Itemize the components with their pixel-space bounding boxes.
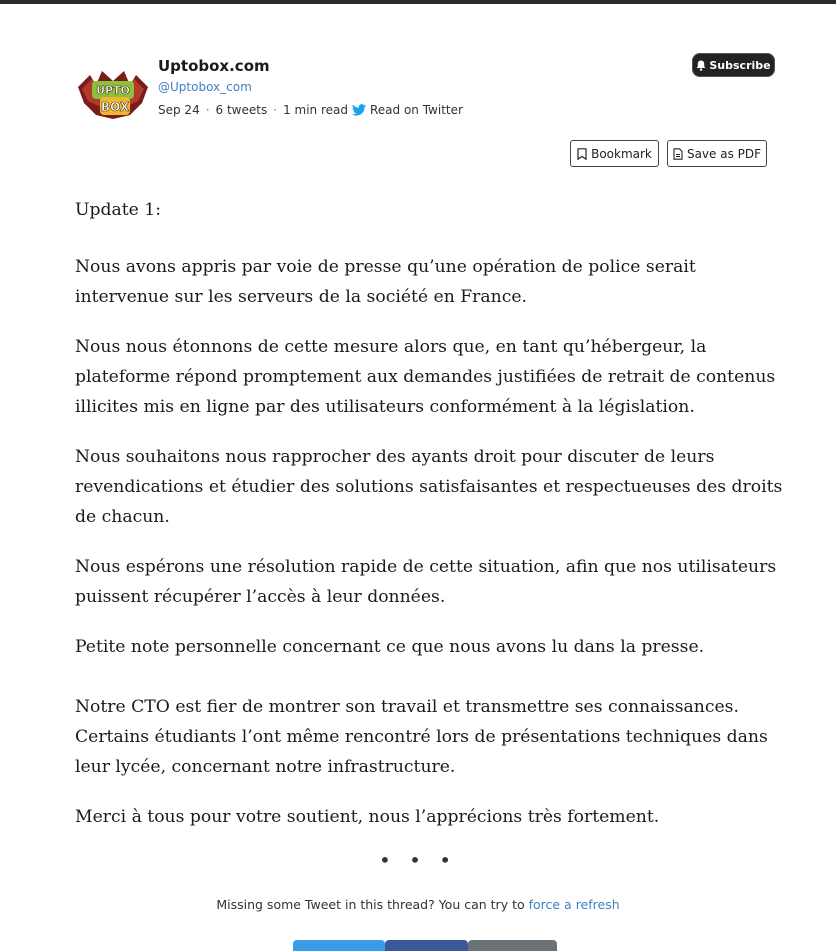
thread-end-ellipsis: • • • (378, 848, 458, 872)
twitter-bird-icon (352, 104, 366, 116)
share-facebook-button[interactable] (385, 940, 468, 951)
svg-text:BOX: BOX (100, 100, 130, 114)
subscribe-label: Subscribe (709, 58, 771, 72)
paragraph: Nous souhaitons nous rapprocher des ayants droit pour discuter de leurs revendications et étudier des solutions satisfaisantes et respectueuses des droits de chacun. (75, 447, 783, 527)
bookmark-icon (577, 148, 587, 160)
save-pdf-label: Save as PDF (686, 146, 762, 161)
update-heading: Update 1: (75, 200, 162, 220)
paragraph: Nous espérons une résolution rapide de cette situation, afin que nos utilisateurs puissent récupérer l’accès à leur données. (75, 557, 777, 607)
subscribe-button[interactable] (692, 53, 775, 77)
meta-separator: · (273, 103, 278, 117)
bookmark-button[interactable] (570, 140, 659, 167)
paragraph: Nous nous étonnons de cette mesure alors que, en tant qu’hébergeur, la plateforme répond promptement aux demandes justifiées de retrait de contenus illicites mis en ligne par des utilisateurs conformément à la législation. (75, 337, 776, 417)
paragraph: Merci à tous pour votre soutient, nous l’apprécions très fortement. (75, 807, 660, 827)
save-pdf-button[interactable] (667, 140, 767, 167)
paragraph: Notre CTO est fier de montrer son travail et transmettre ses connaissances. Certains étudiants l’ont même rencontré lors de présentations techniques dans leur lycée, concernant notre infrastructure. (75, 697, 768, 777)
pdf-file-icon (673, 148, 683, 160)
thread-meta (158, 103, 463, 117)
bookmark-label: Bookmark (591, 146, 652, 161)
thread-date: Sep 24 (158, 103, 200, 117)
meta-separator: · (205, 103, 210, 117)
share-buttons-bar (293, 940, 557, 951)
top-bar (0, 0, 836, 4)
force-refresh-link[interactable]: force a refresh (528, 897, 620, 912)
avatar[interactable] (76, 67, 150, 121)
author-name[interactable]: Uptobox.com (158, 57, 270, 75)
tweet-count: 6 tweets (215, 103, 268, 117)
svg-text:UPTO: UPTO (96, 84, 130, 97)
share-twitter-button[interactable] (293, 940, 385, 951)
share-other-button[interactable] (468, 940, 557, 951)
paragraph: Nous avons appris par voie de presse qu’une opération de police serait intervenue sur les serveurs de la société en France. (75, 257, 696, 307)
read-time: 1 min read (283, 103, 348, 117)
bell-icon (696, 60, 706, 71)
author-handle[interactable]: @Uptobox_com (158, 80, 252, 94)
missing-tweet-note (0, 897, 836, 912)
missing-text: Missing some Tweet in this thread? You can try to (216, 897, 525, 912)
read-on-twitter-link[interactable]: Read on Twitter (369, 103, 463, 117)
paragraph: Petite note personnelle concernant ce que nous avons lu dans la presse. (75, 637, 705, 657)
